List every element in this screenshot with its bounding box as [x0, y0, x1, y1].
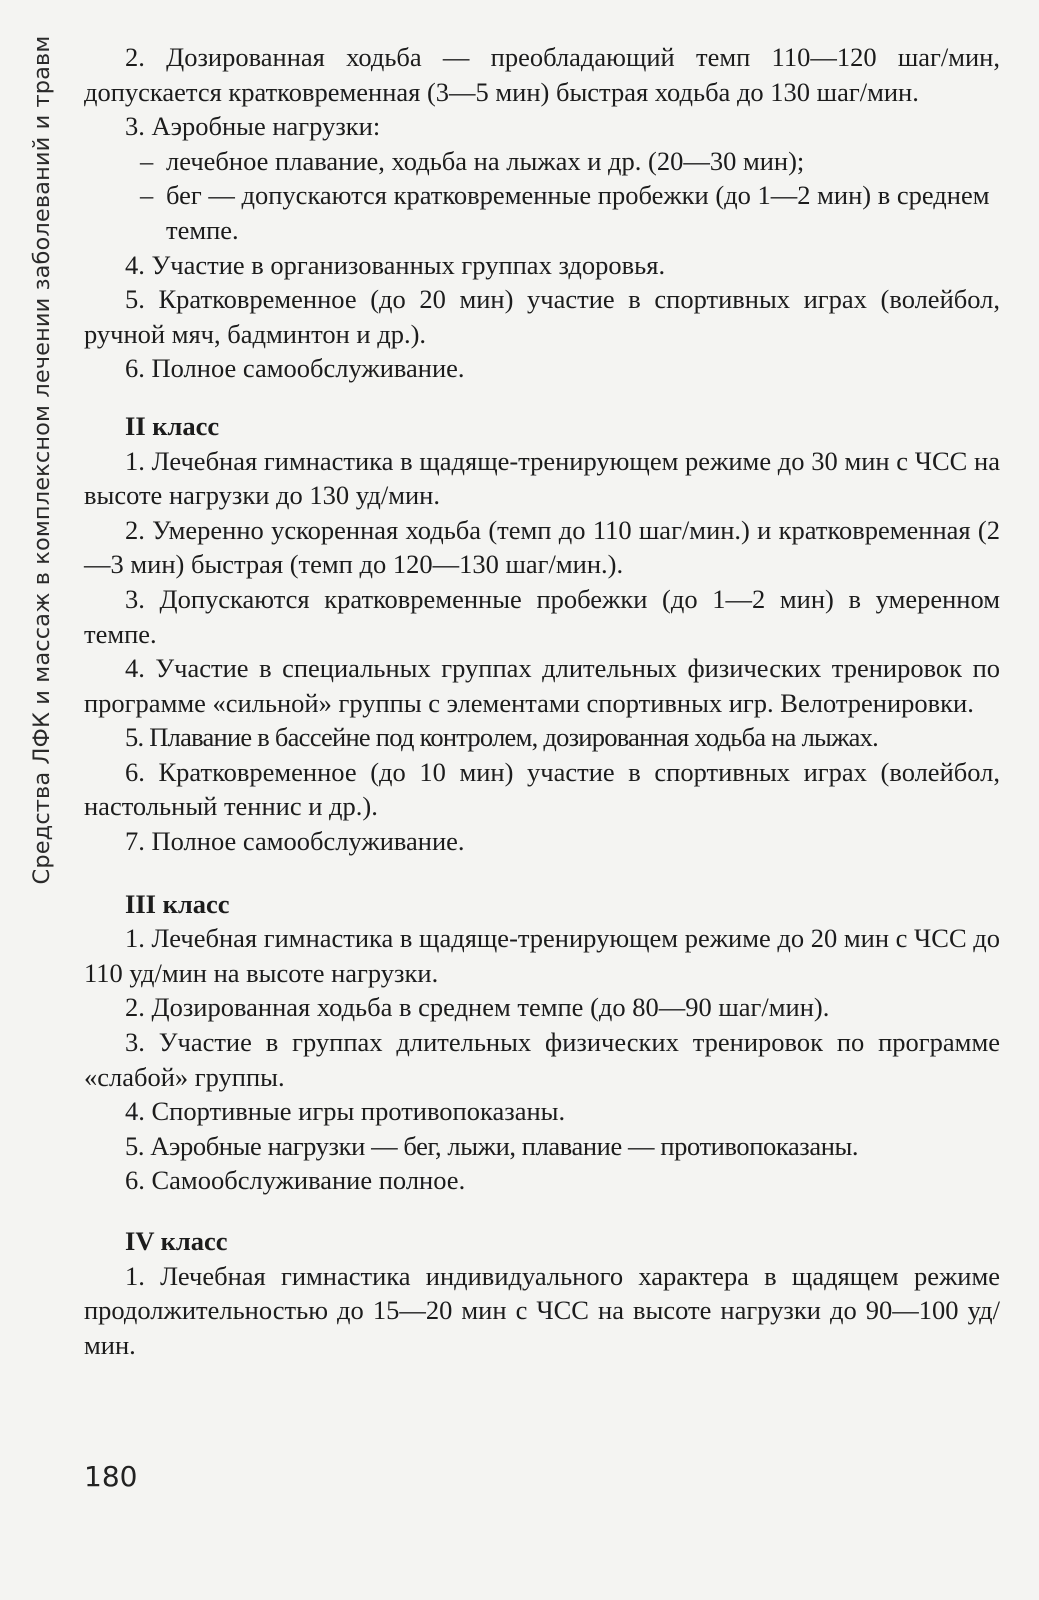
section-spacer	[84, 1198, 1000, 1224]
intro-item-3: 3. Аэробные нагрузки:	[125, 111, 381, 142]
intro-item-3-sub-2-text: бег — допускаются кратковременные пробежки (до 1—2 мин) в среднем темпе.	[166, 180, 990, 245]
class-3-item-3: 3. Участие в группах длительных физических тренировок по программе «слабой» группы.	[84, 1027, 1000, 1092]
page-body	[84, 40, 1000, 1362]
class-2-item-6: 6. Кратковременное (до 10 мин) участие в спортивных играх (волейбол, настольный теннис и др.).	[84, 756, 1000, 822]
class-3-item-6: 6. Самообслуживание полное.	[125, 1165, 466, 1196]
class-3-item-5: 5. Аэробные нагрузки — бег, лыжи, плавание — противопоказаны.	[125, 1130, 859, 1161]
intro-item-4: 4. Участие в организованных группах здоровья.	[125, 249, 666, 280]
class-2-item-1: 1. Лечебная гимнастика в щадяще-тренирующем режиме до 30 мин с ЧСС на высоте нагрузки до 130 уд/мин.	[84, 445, 1000, 511]
intro-item-5: 5. Кратковременное (до 20 мин) участие в спортивных играх (волейбол, ручной мяч, бадминтон и др.).	[84, 284, 1000, 349]
intro-item-6: 6. Полное самообслуживание.	[125, 353, 465, 384]
dash-mark: –	[140, 145, 154, 176]
page-number: 180	[84, 1460, 138, 1493]
class-3-item-1: 1. Лечебная гимнастика в щадяще-тренирующем режиме до 20 мин с ЧСС до 110 уд/мин на высоте нагрузки.	[84, 923, 1000, 988]
section-spacer	[84, 859, 1000, 887]
dash-mark: –	[140, 180, 154, 211]
running-header-text: Средства ЛФК и массаж в комплексном лечении заболеваний и травм	[29, 35, 55, 885]
class-2-item-5: 5. Плавание в бассейне под контролем, дозированная ходьба на лыжах.	[125, 722, 879, 753]
class-2-item-4: 4. Участие в специальных группах длительных физических тренировок по программе «сильной» группы с элементами спортивных игр. Велотренировки.	[84, 653, 1000, 718]
class-2-item-7: 7. Полное самообслуживание.	[125, 826, 465, 857]
class-3-item-4: 4. Спортивные игры противопоказаны.	[125, 1096, 566, 1127]
class-4-heading: IV класс	[125, 1226, 228, 1256]
intro-item-3-sub-1	[84, 144, 1000, 179]
class-4-item-1: 1. Лечебная гимнастика индивидуального характера в щадящем режиме продолжительностью до 15—20 мин с ЧСС на высоте нагрузки до 90—100 уд/мин.	[84, 1260, 1000, 1360]
intro-item-3-sub-1-text: лечебное плавание, ходьба на лыжах и др. (20—30 мин);	[166, 145, 805, 176]
section-spacer	[84, 386, 1000, 409]
intro-item-2: 2. Дозированная ходьба — преобладающий темп 110—120 шаг/мин, допускается кратковременная (3—5 мин) быстрая ходьба до 130 шаг/мин.	[84, 42, 1000, 107]
intro-item-3-sub-2	[84, 178, 1000, 247]
class-2-item-3: 3. Допускаются кратковременные пробежки (до 1—2 мин) в умеренном темпе.	[84, 583, 1000, 649]
running-header	[22, 35, 62, 885]
class-3-item-2: 2. Дозированная ходьба в среднем темпе (до 80—90 шаг/мин).	[125, 992, 830, 1023]
class-2-heading: II класс	[125, 410, 220, 441]
class-2-item-2: 2. Умеренно ускоренная ходьба (темп до 110 шаг/мин.) и кратковременная (2—3 мин) быстрая (темп до 120—130 шаг/мин.).	[84, 514, 1000, 580]
class-3-heading: III класс	[125, 888, 230, 919]
